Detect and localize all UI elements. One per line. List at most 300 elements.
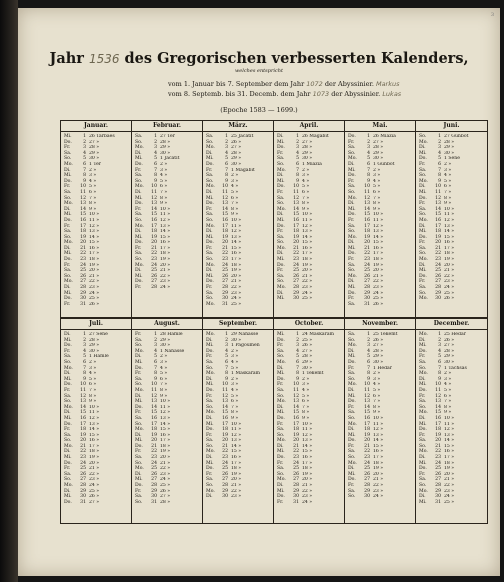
- weekday-cell: Sa.: [206, 290, 214, 296]
- abyssinian-date-cell: 1 Tekemt: [302, 371, 324, 377]
- abyssinian-date-cell: 24 »: [89, 290, 100, 296]
- weekday-cell: Sa.: [206, 438, 214, 444]
- weekday-cell: Mi.: [135, 477, 143, 483]
- day-number-cell: 12: [222, 195, 228, 201]
- day-number-cell: 22: [293, 449, 299, 455]
- abyssinian-date-cell: 23 »: [89, 285, 100, 291]
- abyssinian-date-cell: 27 »: [302, 139, 313, 145]
- abyssinian-date-cell: 24 »: [160, 285, 171, 291]
- day-number-cell: 10: [293, 184, 299, 190]
- abyssinian-date-cell: 5 »: [444, 387, 452, 393]
- abyssinian-date-cell: 7 »: [373, 195, 381, 201]
- abyssinian-date-cell: 18 »: [89, 257, 100, 263]
- day-number-cell: 24: [80, 262, 86, 268]
- day-number-cell: 3: [296, 343, 299, 349]
- abyssinian-date-cell: 24 »: [89, 483, 100, 489]
- weekday-cell: Sa.: [277, 234, 285, 240]
- day-number-cell: 20: [293, 240, 299, 246]
- abyssinian-date-cell: 4 »: [231, 387, 239, 393]
- abyssinian-date-cell: 5 »: [89, 184, 97, 190]
- abyssinian-date-cell: 8 »: [302, 410, 310, 416]
- day-number-cell: 23: [222, 257, 228, 263]
- abyssinian-date-cell: 12 »: [302, 432, 313, 438]
- weekday-cell: So.: [206, 257, 214, 263]
- abyssinian-date-cell: 9 »: [444, 410, 452, 416]
- day-number-cell: 17: [435, 421, 441, 427]
- weekday-cell: So.: [419, 290, 427, 296]
- day-row: [61, 302, 131, 308]
- month-column: [345, 319, 416, 523]
- day-number-cell: 3: [438, 145, 441, 151]
- abyssinian-date-cell: 22 »: [89, 279, 100, 285]
- abyssinian-date-cell: 20 »: [160, 262, 171, 268]
- abyssinian-date-cell: 1 Sene: [444, 156, 460, 162]
- day-number-cell: 12: [435, 195, 441, 201]
- day-number-cell: 30: [293, 296, 299, 302]
- weekday-cell: Fr.: [348, 217, 355, 223]
- abyssinian-date-cell: 10 »: [444, 206, 455, 212]
- day-number-cell: 9: [154, 178, 157, 184]
- weekday-cell: Sa.: [419, 206, 427, 212]
- weekday-cell: Mo.: [419, 449, 428, 455]
- abyssinian-date-cell: 30 »: [231, 161, 242, 167]
- day-row: [345, 302, 415, 308]
- day-number-cell: 6: [83, 161, 86, 167]
- abyssinian-date-cell: 20 »: [89, 268, 100, 274]
- month-column: [416, 121, 487, 317]
- abyssinian-date-cell: 14 »: [89, 427, 100, 433]
- abyssinian-date-cell: 20 »: [160, 455, 171, 461]
- weekday-cell: Sa.: [206, 359, 214, 365]
- abyssinian-date-cell: 15 »: [373, 240, 384, 246]
- abyssinian-date-cell: 1 Hamle: [89, 354, 109, 360]
- day-number-cell: 26: [222, 471, 228, 477]
- day-number-cell: 9: [438, 376, 441, 382]
- abyssinian-date-cell: 9 »: [160, 201, 168, 207]
- month-column: [274, 319, 345, 523]
- month-header: Juli.: [61, 319, 131, 330]
- abyssinian-date-cell: 12 »: [231, 229, 242, 235]
- abyssinian-date-cell: 11 »: [373, 217, 384, 223]
- abyssinian-date-cell: 8 »: [89, 201, 97, 207]
- calendar-page: [18, 8, 500, 576]
- abyssinian-date-cell: 1 Jacatit: [160, 156, 180, 162]
- weekday-cell: Fr.: [135, 285, 142, 291]
- weekday-cell: Mi.: [419, 382, 427, 388]
- abyssinian-date-cell: 10 »: [444, 415, 455, 421]
- abyssinian-date-cell: 23 »: [373, 285, 384, 291]
- weekday-cell: Mi.: [135, 359, 143, 365]
- day-number-cell: 21: [80, 443, 86, 449]
- abyssinian-date-cell: 16 »: [373, 449, 384, 455]
- page-title: [18, 50, 500, 67]
- abyssinian-date-cell: 21 »: [302, 483, 313, 489]
- abyssinian-date-cell: 10 »: [89, 212, 100, 218]
- abyssinian-date-cell: 27 Ter: [160, 134, 175, 139]
- abyssinian-date-cell: 30 »: [160, 150, 171, 156]
- day-number-cell: 26: [80, 471, 86, 477]
- abyssinian-date-cell: 27 Sene: [89, 332, 108, 337]
- weekday-cell: Do.: [64, 460, 72, 466]
- day-number-cell: 6: [367, 161, 370, 167]
- abyssinian-date-cell: 5 »: [160, 371, 168, 377]
- abyssinian-date-cell: 14 »: [160, 229, 171, 235]
- abyssinian-date-cell: 7 »: [444, 399, 452, 405]
- weekday-cell: Mo.: [419, 257, 428, 263]
- abyssinian-date-cell: 10 »: [302, 421, 313, 427]
- weekday-cell: Do.: [348, 438, 356, 444]
- weekday-cell: Do.: [64, 139, 72, 145]
- day-number-cell: 2: [367, 139, 370, 145]
- weekday-cell: Do.: [277, 223, 285, 229]
- weekday-cell: Do.: [206, 387, 214, 393]
- handwritten-year: 1536: [88, 52, 120, 66]
- abyssinian-date-cell: 1 Miazia: [302, 161, 322, 167]
- day-row: [203, 494, 273, 500]
- day-number-cell: 11: [222, 189, 228, 195]
- day-number-cell: 31: [80, 301, 86, 307]
- abyssinian-date-cell: 2 »: [302, 376, 310, 382]
- abyssinian-date-cell: 4 »: [373, 382, 381, 388]
- abyssinian-date-cell: 8 »: [231, 410, 239, 416]
- day-number-cell: 2: [296, 139, 299, 145]
- weekday-cell: Do.: [135, 240, 143, 246]
- abyssinian-date-cell: 12 »: [89, 415, 100, 421]
- day-number-cell: 20: [293, 438, 299, 444]
- day-number-cell: 18: [80, 427, 86, 433]
- day-number-cell: 29: [80, 488, 86, 494]
- weekday-cell: Mo.: [135, 348, 144, 354]
- weekday-cell: So.: [135, 499, 143, 505]
- day-number-cell: 4: [367, 348, 370, 354]
- day-number-cell: 17: [80, 421, 86, 427]
- weekday-cell: Fr.: [206, 285, 213, 291]
- day-number-cell: 6: [367, 359, 370, 365]
- abyssinian-date-cell: 2 »: [373, 167, 381, 173]
- abyssinian-date-cell: 3 »: [302, 382, 310, 388]
- day-number-cell: 27: [151, 477, 157, 483]
- abyssinian-date-cell: 12 »: [231, 432, 242, 438]
- weekday-cell: So.: [277, 161, 285, 167]
- weekday-cell: Di.: [419, 262, 426, 268]
- day-number-cell: 19: [222, 234, 228, 240]
- day-number-cell: 20: [364, 438, 370, 444]
- abyssinian-date-cell: 6 »: [302, 399, 310, 405]
- weekday-cell: Sa.: [348, 184, 356, 190]
- weekday-cell: Di.: [419, 455, 426, 461]
- weekday-cell: Fr.: [64, 427, 71, 433]
- weekday-cell: Fr.: [64, 348, 71, 354]
- weekday-cell: So.: [277, 201, 285, 207]
- abyssinian-date-cell: 16 »: [160, 432, 171, 438]
- weekday-cell: Fr.: [348, 139, 355, 145]
- day-number-cell: 26: [435, 273, 441, 279]
- weekday-cell: So.: [135, 421, 143, 427]
- weekday-cell: Do.: [277, 337, 285, 343]
- abyssinian-date-cell: 5 »: [373, 184, 381, 190]
- day-number-cell: 28: [435, 285, 441, 291]
- abyssinian-date-cell: 2 »: [231, 348, 239, 354]
- day-number-cell: 18: [364, 427, 370, 433]
- weekday-cell: Di.: [348, 240, 355, 246]
- weekday-cell: Do.: [348, 477, 356, 483]
- day-number-cell: 7: [225, 365, 228, 371]
- abyssinian-date-cell: 24 »: [302, 499, 313, 505]
- weekday-cell: Mo.: [277, 438, 286, 444]
- abyssinian-date-cell: 8 »: [89, 393, 97, 399]
- day-number-cell: 9: [296, 376, 299, 382]
- abyssinian-date-cell: 14 »: [302, 443, 313, 449]
- day-number-cell: 16: [293, 415, 299, 421]
- weekday-cell: Di.: [64, 410, 71, 416]
- day-row: [416, 500, 487, 506]
- day-number-cell: 10: [435, 184, 441, 190]
- weekday-cell: Sa.: [277, 387, 285, 393]
- abyssinian-date-cell: 15 »: [160, 427, 171, 433]
- abyssinian-date-cell: 8 »: [231, 206, 239, 212]
- weekday-cell: Mo.: [348, 273, 357, 279]
- abyssinian-date-cell: 7 »: [302, 404, 310, 410]
- abyssinian-date-cell: 25 »: [302, 337, 313, 343]
- day-number-cell: 14: [293, 206, 299, 212]
- day-number-cell: 14: [293, 404, 299, 410]
- day-number-cell: 18: [293, 229, 299, 235]
- abyssinian-date-cell: 11 »: [160, 404, 171, 410]
- abyssinian-date-cell: 10 »: [89, 404, 100, 410]
- weekday-cell: So.: [135, 178, 143, 184]
- day-number-cell: 17: [80, 223, 86, 229]
- weekday-cell: Mo.: [419, 296, 428, 302]
- abyssinian-date-cell: 7 »: [89, 387, 97, 393]
- day-number-cell: 25: [222, 268, 228, 274]
- day-number-cell: 31: [364, 301, 370, 307]
- abyssinian-date-cell: 3 »: [444, 167, 452, 173]
- weekday-cell: Do.: [206, 427, 214, 433]
- day-number-cell: 4: [296, 348, 299, 354]
- day-number-cell: 4: [154, 348, 157, 354]
- weekday-cell: Mi.: [348, 167, 356, 173]
- day-number-cell: 12: [151, 195, 157, 201]
- weekday-cell: Di.: [419, 415, 426, 421]
- day-number-cell: 9: [438, 178, 441, 184]
- weekday-cell: Sa.: [206, 251, 214, 257]
- weekday-cell: Do.: [135, 443, 143, 449]
- weekday-cell: Sa.: [277, 195, 285, 201]
- weekday-cell: So.: [206, 296, 214, 302]
- weekday-cell: Mi.: [206, 234, 214, 240]
- day-number-cell: 10: [222, 184, 228, 190]
- abyssinian-date-cell: 25 »: [302, 296, 313, 302]
- abyssinian-date-cell: 10 »: [231, 217, 242, 223]
- abyssinian-date-cell: 6 »: [231, 195, 239, 201]
- abyssinian-date-cell: 24 »: [373, 494, 384, 500]
- subtitle: welches entspricht: [235, 68, 283, 74]
- weekday-cell: Do.: [277, 376, 285, 382]
- abyssinian-date-cell: 22 »: [302, 488, 313, 494]
- weekday-cell: Di.: [348, 387, 355, 393]
- abyssinian-date-cell: 18 »: [231, 466, 242, 472]
- day-number-cell: 18: [435, 229, 441, 235]
- weekday-cell: Fr.: [277, 268, 284, 274]
- weekday-cell: Mo.: [419, 371, 428, 377]
- abyssinian-date-cell: 16 »: [231, 251, 242, 257]
- abyssinian-date-cell: 9 »: [373, 410, 381, 416]
- abyssinian-date-cell: 27 »: [373, 139, 384, 145]
- day-number-cell: 7: [296, 167, 299, 173]
- abyssinian-date-cell: 28 »: [373, 348, 384, 354]
- abyssinian-date-cell: 20 »: [373, 268, 384, 274]
- day-number-cell: 26: [364, 273, 370, 279]
- weekday-cell: Do.: [64, 257, 72, 263]
- day-number-cell: 5: [225, 156, 228, 162]
- weekday-cell: Di.: [206, 415, 213, 421]
- day-number-cell: 18: [151, 229, 157, 235]
- weekday-cell: So.: [64, 438, 72, 444]
- abyssinian-date-cell: 27 »: [231, 145, 242, 151]
- abyssinian-date-cell: 20 »: [444, 471, 455, 477]
- abyssinian-date-cell: 7 »: [231, 201, 239, 207]
- day-number-cell: 10: [364, 382, 370, 388]
- day-number-cell: 28: [435, 483, 441, 489]
- weekday-cell: Fr.: [206, 471, 213, 477]
- day-number-cell: 14: [435, 206, 441, 212]
- abyssinian-date-cell: 3 »: [231, 382, 239, 388]
- abyssinian-date-cell: 3 »: [231, 354, 239, 360]
- month-column: [132, 121, 203, 317]
- month-column: [274, 121, 345, 317]
- weekday-cell: Mo.: [277, 399, 286, 405]
- weekday-cell: Sa.: [64, 189, 72, 195]
- day-number-cell: 1: [296, 332, 299, 337]
- weekday-cell: Sa.: [348, 488, 356, 494]
- day-number-cell: 14: [222, 206, 228, 212]
- abyssinian-date-cell: 20 »: [302, 268, 313, 274]
- day-number-cell: 9: [83, 178, 86, 184]
- abyssinian-date-cell: 4 »: [89, 371, 97, 377]
- weekday-cell: Fr.: [64, 184, 71, 190]
- day-number-cell: 18: [151, 427, 157, 433]
- line2-handwritten-name: Lukas: [382, 90, 402, 98]
- abyssinian-date-cell: 17 »: [231, 460, 242, 466]
- weekday-cell: Mi.: [348, 354, 356, 360]
- day-number-cell: 11: [293, 189, 299, 195]
- abyssinian-date-cell: 11 »: [160, 212, 171, 218]
- day-number-cell: 31: [80, 499, 86, 505]
- weekday-cell: Mo.: [206, 301, 215, 307]
- weekday-cell: Sa.: [206, 399, 214, 405]
- day-number-cell: 13: [151, 201, 157, 207]
- day-number-cell: 31: [435, 499, 441, 505]
- abyssinian-date-cell: 13 »: [89, 421, 100, 427]
- day-number-cell: 13: [151, 399, 157, 405]
- weekday-cell: Fr.: [419, 201, 426, 207]
- weekday-cell: Do.: [348, 134, 356, 139]
- weekday-cell: Mo.: [277, 477, 286, 483]
- day-number-cell: 30: [364, 494, 370, 500]
- abyssinian-date-cell: 11 »: [444, 212, 455, 218]
- epoch-label: (Epoche 1583 — 1699.): [220, 106, 298, 114]
- abyssinian-date-cell: 17 »: [302, 251, 313, 257]
- weekday-cell: Mi.: [135, 156, 143, 162]
- abyssinian-date-cell: 5 »: [231, 189, 239, 195]
- weekday-cell: Mi.: [419, 268, 427, 274]
- abyssinian-date-cell: 15 »: [231, 449, 242, 455]
- abyssinian-date-cell: 30 »: [231, 337, 242, 343]
- abyssinian-date-cell: 26 »: [444, 296, 455, 302]
- weekday-cell: Do.: [348, 359, 356, 365]
- day-number-cell: 20: [151, 438, 157, 444]
- weekday-cell: Fr.: [64, 145, 71, 151]
- abyssinian-date-cell: 8 »: [160, 387, 168, 393]
- day-number-cell: 14: [222, 404, 228, 410]
- day-number-cell: 23: [222, 455, 228, 461]
- day-number-cell: 11: [222, 387, 228, 393]
- abyssinian-date-cell: 14 »: [373, 438, 384, 444]
- day-number-cell: 6: [154, 359, 157, 365]
- day-number-cell: 15: [151, 212, 157, 218]
- weekday-cell: Sa.: [419, 285, 427, 291]
- abyssinian-date-cell: 25 »: [89, 488, 100, 494]
- weekday-cell: Di.: [135, 229, 142, 235]
- abyssinian-date-cell: 3 »: [89, 173, 97, 179]
- day-number-cell: 22: [80, 251, 86, 257]
- weekday-cell: Mo.: [348, 421, 357, 427]
- abyssinian-date-cell: 6 »: [89, 382, 97, 388]
- day-number-cell: 28: [364, 285, 370, 291]
- weekday-cell: Mi.: [206, 382, 214, 388]
- day-number-cell: 21: [435, 245, 441, 251]
- day-number-cell: 9: [367, 178, 370, 184]
- day-number-cell: 27: [293, 477, 299, 483]
- day-number-cell: 14: [364, 206, 370, 212]
- abyssinian-date-cell: 24 »: [302, 290, 313, 296]
- abyssinian-date-cell: 14 »: [373, 234, 384, 240]
- day-number-cell: 16: [364, 217, 370, 223]
- weekday-cell: Do.: [135, 201, 143, 207]
- day-number-cell: 11: [80, 387, 86, 393]
- abyssinian-date-cell: 9 »: [373, 206, 381, 212]
- abyssinian-date-cell: 23 »: [231, 290, 242, 296]
- day-row: [132, 500, 202, 506]
- abyssinian-date-cell: 5 »: [302, 393, 310, 399]
- abyssinian-date-cell: 6 »: [444, 184, 452, 190]
- weekday-cell: Fr.: [419, 161, 426, 167]
- weekday-cell: Sa.: [135, 134, 143, 139]
- day-number-cell: 20: [80, 438, 86, 444]
- abyssinian-date-cell: 14 »: [231, 443, 242, 449]
- abyssinian-date-cell: 23 »: [160, 471, 171, 477]
- day-number-cell: 1: [225, 134, 228, 139]
- weekday-cell: So.: [64, 156, 72, 162]
- abyssinian-date-cell: 7 »: [373, 399, 381, 405]
- abyssinian-date-cell: 4 »: [444, 382, 452, 388]
- abyssinian-date-cell: 1 Tachsas: [444, 365, 467, 371]
- day-number-cell: 16: [80, 415, 86, 421]
- weekday-cell: Do.: [348, 399, 356, 405]
- weekday-cell: Fr.: [277, 460, 284, 466]
- abyssinian-date-cell: 6 »: [160, 184, 168, 190]
- weekday-cell: Di.: [135, 354, 142, 360]
- abyssinian-date-cell: 1 Gunbot: [373, 161, 395, 167]
- day-number-cell: 15: [435, 212, 441, 218]
- day-number-cell: 17: [435, 223, 441, 229]
- weekday-cell: Mo.: [64, 404, 73, 410]
- abyssinian-date-cell: 25 »: [231, 301, 242, 307]
- day-number-cell: 1: [154, 332, 157, 337]
- weekday-cell: Mi.: [64, 212, 72, 218]
- day-number-cell: 15: [151, 410, 157, 416]
- weekday-cell: Mo.: [348, 195, 357, 201]
